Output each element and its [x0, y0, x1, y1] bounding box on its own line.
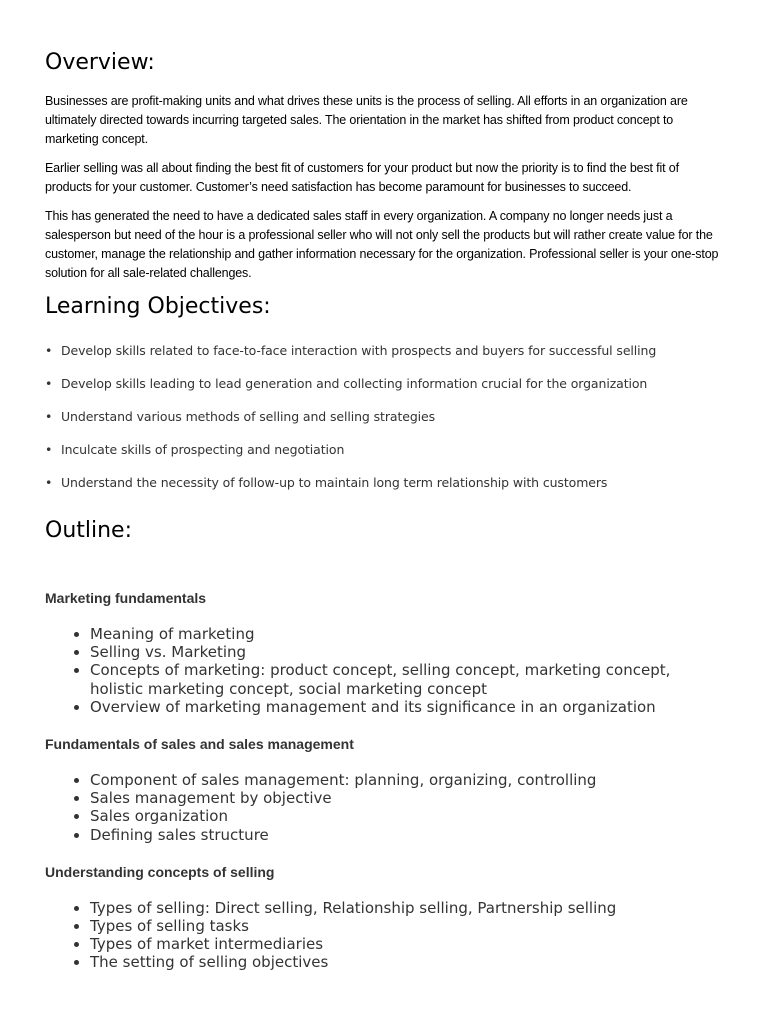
objective-item — [45, 342, 723, 375]
bullet-icon: • — [45, 409, 53, 424]
outline-topic-item: • Component of sales management: planning, organizing, controlling — [90, 771, 723, 789]
outline-heading: Outline: — [45, 518, 133, 543]
outline-section — [45, 735, 723, 844]
outline-topic-item: • Sales organization — [90, 807, 723, 825]
overview-paragraph: This has generated the need to have a dedicated sales staff in every organization. A company no longer needs just a salesperson but need of the hour is a professional seller who will not only sell the products but will rather create value for the customer, manage the relationship and gather information necessary for the organization. Professional seller is your one-stop solution for all sale-related challenges. — [45, 209, 719, 280]
outline-topic-item: • Concepts of marketing: product concept, selling concept, marketing concept, holistic marketing concept, social marketing concept — [90, 661, 723, 697]
outline-topic-list — [45, 625, 723, 716]
outline-topic-item: • Types of selling tasks — [90, 917, 723, 935]
outline-section-title: Marketing fundamentals — [45, 590, 207, 606]
objective-item — [45, 375, 723, 408]
bullet-icon: • — [45, 475, 53, 490]
objective-item — [45, 408, 723, 441]
objective-text: Develop skills related to face-to-face interaction with prospects and buyers for successful selling — [61, 343, 657, 358]
outline-section-title: Understanding concepts of selling — [45, 863, 275, 880]
outline-topic-list — [45, 771, 723, 844]
objective-text: Inculcate skills of prospecting and negotiation — [61, 442, 345, 457]
objective-item — [45, 474, 723, 507]
overview-paragraph: Businesses are profit-making units and what drives these units is the process of selling. All efforts in an organization are ultimately directed towards incurring targeted sales. The orientation in the market has shifted from product concept to marketing concept. — [45, 94, 688, 146]
objective-item — [45, 441, 723, 474]
outline-section-title: Fundamentals of sales and sales management — [45, 736, 354, 753]
objective-text: Understand various methods of selling and selling strategies — [61, 409, 436, 424]
outline-topic-list — [45, 899, 723, 972]
overview-paragraph: Earlier selling was all about finding the best fit of customers for your product but now the priority is to find the best fit of products for your customer. Customer’s need satisfaction has become paramount for businesses to succeed. — [45, 161, 679, 194]
outline-section — [45, 589, 723, 716]
outline-topic-item: • Sales management by objective — [90, 789, 723, 807]
outline-topic-item: • The setting of selling objectives — [90, 953, 723, 971]
learning-objectives-list — [45, 342, 723, 507]
outline-topic-item: • Defining sales structure — [90, 826, 723, 844]
outline-section — [45, 863, 723, 972]
outline-topic-item: • Selling vs. Marketing — [90, 643, 723, 661]
overview-body — [45, 92, 723, 283]
outline-topic-item: • Types of selling: Direct selling, Relationship selling, Partnership selling — [90, 899, 723, 917]
objective-text: Develop skills leading to lead generation and collecting information crucial for the organization — [61, 376, 648, 391]
outline-topic-item: • Overview of marketing management and its significance in an organization — [90, 698, 723, 716]
overview-heading: Overview: — [45, 50, 155, 75]
objective-text: Understand the necessity of follow-up to maintain long term relationship with customers — [61, 475, 608, 490]
outline-topic-item: • Types of market intermediaries — [90, 935, 723, 953]
bullet-icon: • — [45, 343, 53, 358]
learning-objectives-heading: Learning Objectives: — [45, 294, 271, 319]
bullet-icon: • — [45, 442, 53, 457]
outline-topic-item: • Meaning of marketing — [90, 625, 723, 643]
bullet-icon: • — [45, 376, 53, 391]
